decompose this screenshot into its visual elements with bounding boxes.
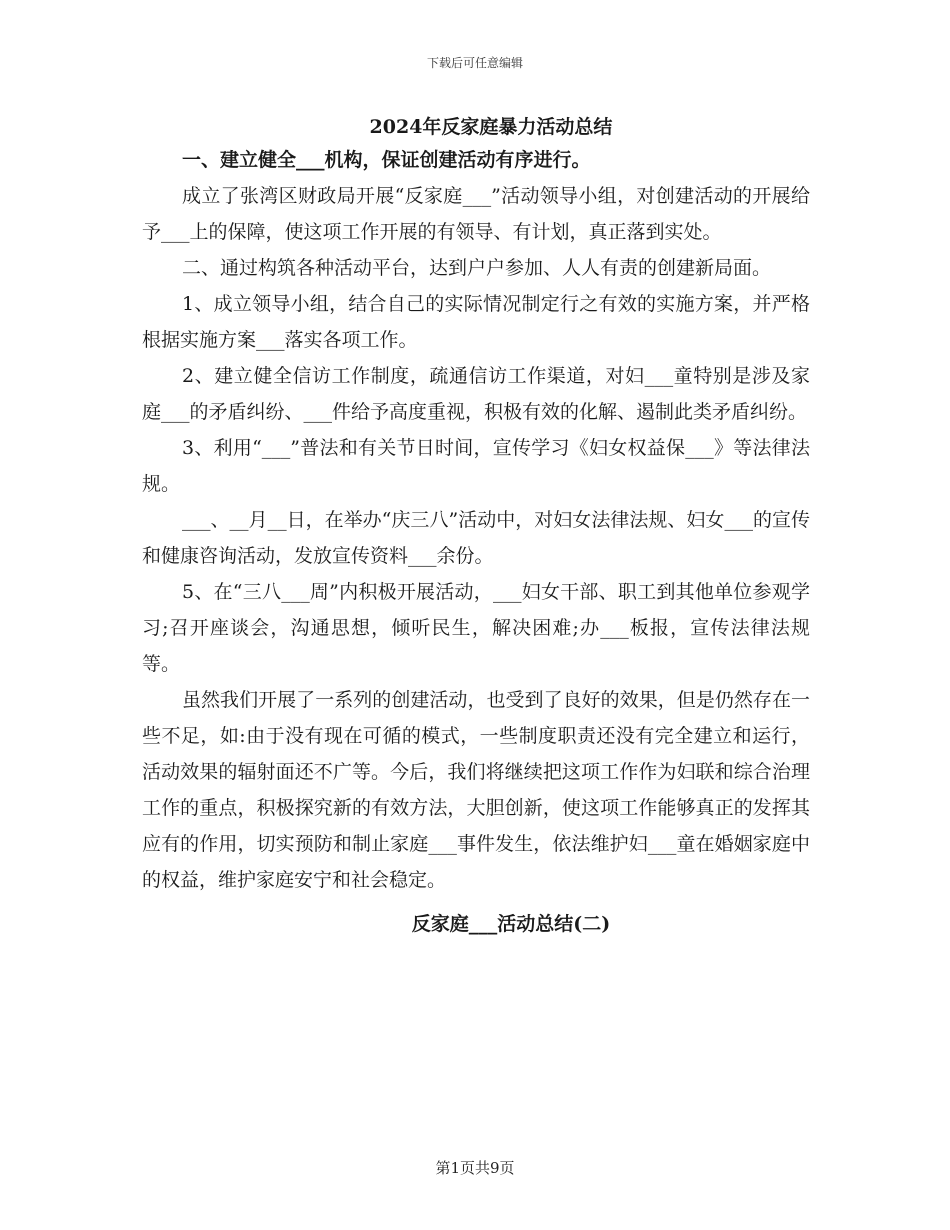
paragraph-2: 二、通过构筑各种活动平台，达到户户参加、人人有责的创建新局面。 — [182, 257, 772, 279]
section-heading-1: 一、建立健全___机构，保证创建活动有序进行。 — [182, 149, 591, 171]
paragraph-4: 2、建立健全信访工作制度，疏通信访工作渠道，对妇___童特别是涉及家庭___的矛盾纠纷、___件给予高度重视，积极有效的化解、遏制此类矛盾纠纷。 — [142, 365, 810, 423]
section-subtitle: 反家庭___活动总结(二) — [411, 913, 611, 935]
paragraph-8: 虽然我们开展了一系列的创建活动，也受到了良好的效果，但是仍然存在一些不足，如:由于没有现在可循的模式，一些制度职责还没有完全建立和运行，活动效果的辐射面还不广等。今后，我们将继续把这项工作作为妇联和综合治理工作的重点，积极探究新的有效方法，大胆创新，使这项工作能够真正的发挥其应有的作用，切实预防和制止家庭___事件发生，依法维护妇___童在婚姻家庭中的权益，维护家庭安宁和社会稳定。 — [142, 689, 810, 891]
page-footer: 第1页共9页 — [435, 1159, 515, 1177]
paragraph-5: 3、利用“___”普法和有关节日时间，宣传学习《妇女权益保___》等法律法规。 — [142, 437, 810, 495]
paragraph-1: 成立了张湾区财政局开展“反家庭___”活动领导小组，对创建活动的开展给予___上的保障，使这项工作开展的有领导、有计划，真正落到实处。 — [142, 185, 810, 243]
document-title: 2024年反家庭暴力活动总结 — [369, 116, 613, 138]
document-body — [142, 112, 810, 942]
paragraph-7: 5、在“三八___周”内积极开展活动，___妇女干部、职工到其他单位参观学习;召开座谈会，沟通思想，倾听民生，解决困难;办___板报，宣传法律法规等。 — [142, 581, 810, 675]
paragraph-3: 1、成立领导小组，结合自己的实际情况制定行之有效的实施方案，并严格根据实施方案___落实各项工作。 — [142, 293, 810, 351]
header-note: 下载后可任意编辑 — [426, 56, 523, 70]
paragraph-6: ___、__月__日，在举办“庆三八”活动中，对妇女法律法规、妇女___的宣传和健康咨询活动，发放宣传资料___余份。 — [142, 509, 810, 567]
